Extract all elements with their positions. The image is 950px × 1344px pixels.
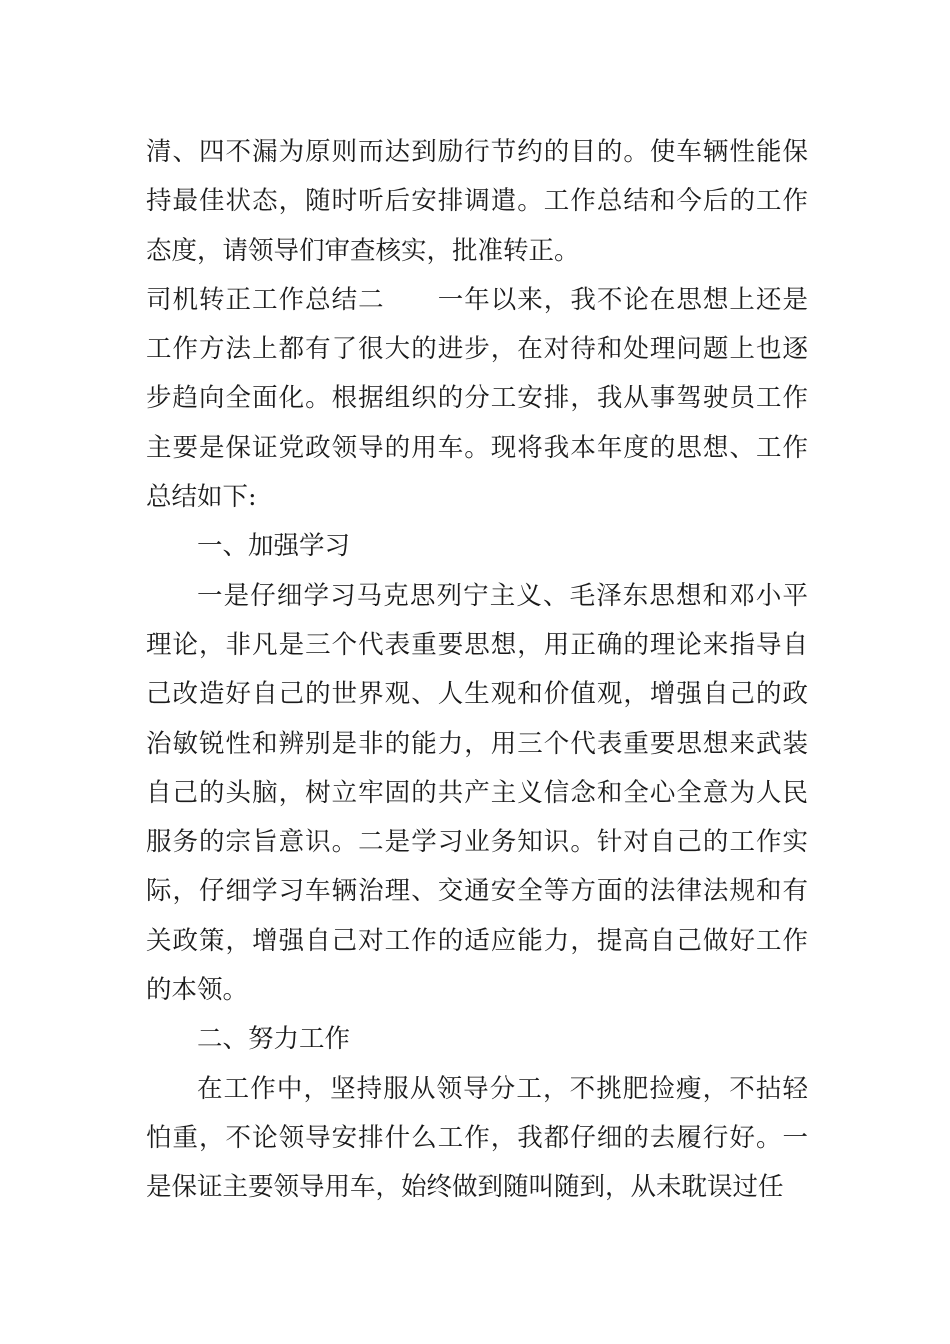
heading-work: 二、努力工作: [197, 1024, 351, 1055]
paragraph-study: 一是仔细学习马克思列宁主义、毛泽东思想和邓小平理论，非凡是三个代表重要思想，用正确的理论来指导自己改造好自己的世界观、人生观和价值观，增强自己的政治敏锐性和辨别是非的能力，用三个代表重要思想来武装自己的头脑，树立牢固的共产主义信念和全心全意为人民服务的宗旨意识。二是学习业务知识。针对自己的工作实际，仔细学习车辆治理、交通安全等方面的法律法规和有关政策，增强自己对工作的适应能力，提高自己做好工作的本领。: [146, 580, 808, 1006]
section-title-gap: [385, 285, 438, 315]
paragraph-work: 在工作中，坚持服从领导分工，不挑肥捡瘦，不拈轻怕重，不论领导安排什么工作，我都仔细的去履行好。一是保证主要领导用车，始终做到随叫随到，从未耽误过任: [146, 1073, 808, 1203]
heading-study: 一、加强学习: [197, 531, 351, 562]
section-intro-text: 一年以来，我不论在思想上还是工作方法上都有了很大的进步，在对待和处理问题上也逐步趋向全面化。根据组织的分工安排，我从事驾驶员工作主要是保证党政领导的用车。现将我本年度的思想、工作总结如下:: [146, 284, 808, 513]
document-body: [146, 128, 808, 1213]
section-title: 司机转正工作总结二: [146, 284, 385, 315]
section-intro-paragraph: [146, 276, 808, 522]
paragraph-continuation: 清、四不漏为原则而达到励行节约的目的。使车辆性能保持最佳状态，随时听后安排调遣。工作总结和今后的工作态度，请领导们审查核实，批准转正。: [146, 137, 808, 266]
